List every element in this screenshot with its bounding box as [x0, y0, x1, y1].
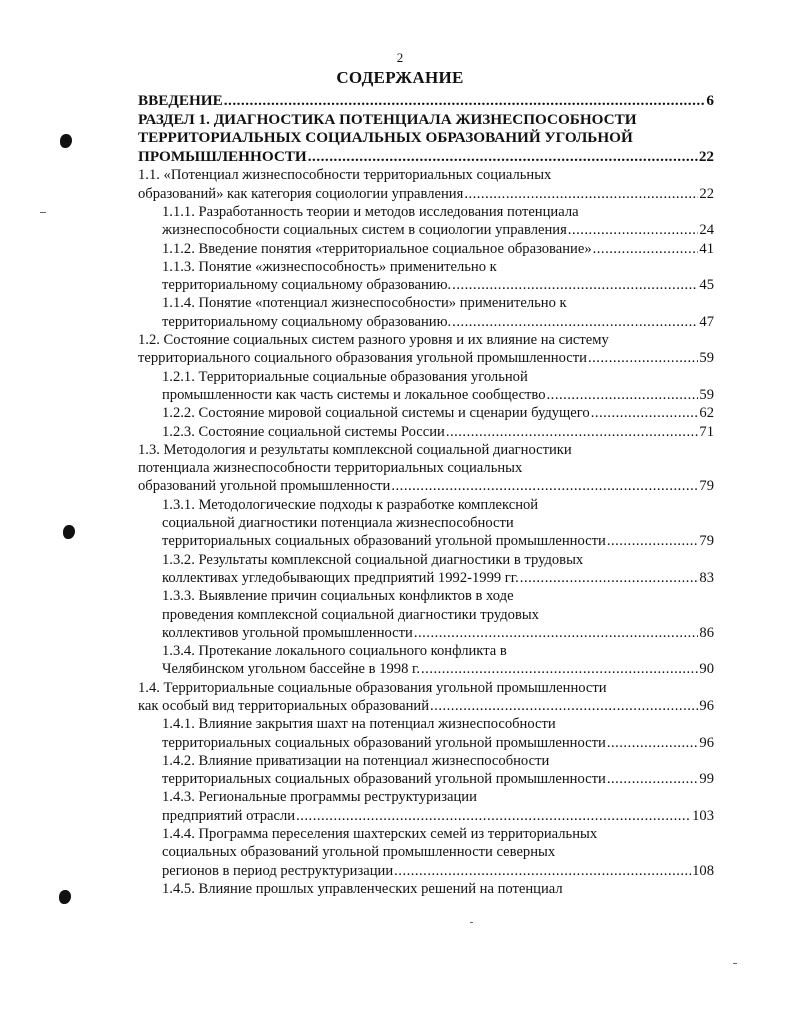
toc-page-number: 79 [699, 478, 714, 495]
toc-entry-line: социальной диагностики потенциала жизнеспособности [162, 515, 514, 532]
toc-page-number: 108 [692, 862, 714, 879]
dot-leader [421, 660, 698, 678]
toc-entry-line: 1.4.2. Влияние приватизации на потенциал жизнеспособности [162, 752, 550, 769]
toc-entry-line: ТЕРРИТОРИАЛЬНЫХ СОЦИАЛЬНЫХ ОБРАЗОВАНИЙ УГОЛЬНОЙ [138, 129, 633, 147]
toc-entry-last-line [162, 862, 714, 880]
toc-entry [138, 258, 714, 295]
table-of-contents [138, 92, 714, 898]
toc-entry-last-line [162, 660, 714, 678]
dot-leader [452, 313, 698, 331]
toc-entry-line: территориальных социальных образований угольной промышленности [162, 771, 606, 788]
page-number: 2 [396, 50, 404, 65]
toc-entry-line: ПРОМЫШЛЕННОСТИ [138, 147, 307, 165]
toc-entry-line: 1.4.4. Программа переселения шахтерских семей из территориальных [162, 826, 598, 843]
toc-entry [138, 294, 714, 331]
toc-entry-line: 1.3.2. Результаты комплексной социальной диагностики в трудовых [162, 551, 584, 568]
toc-entry-last-line [138, 185, 714, 203]
toc-entry [138, 331, 714, 368]
toc-entry-line: 1.4.1. Влияние закрытия шахт на потенциал жизнеспособности [162, 716, 556, 733]
toc-entry-line: промышленности как часть системы и локальное сообщество [162, 386, 546, 403]
dot-leader [588, 349, 698, 367]
toc-page-number: 45 [699, 277, 714, 294]
toc-entry-line: РАЗДЕЛ 1. ДИАГНОСТИКА ПОТЕНЦИАЛА ЖИЗНЕСПОСОБНОСТИ [138, 110, 637, 128]
toc-entry-line: 1.4.3. Региональные программы реструктуризации [162, 789, 477, 806]
toc-page-number: 99 [699, 771, 714, 788]
toc-entry-line: ВВЕДЕНИЕ [138, 92, 223, 109]
scan-speck [40, 212, 46, 213]
dot-leader [591, 404, 699, 422]
toc-entry-line: образований угольной промышленности [138, 478, 391, 495]
toc-entry-line: 1.3.1. Методологические подходы к разработке комплексной [162, 496, 539, 513]
toc-entry-last-line [162, 240, 714, 258]
toc-page-number: 90 [699, 661, 714, 678]
toc-entry [138, 203, 714, 240]
toc-page-number: 24 [699, 222, 714, 239]
toc-entry [138, 679, 714, 716]
dot-leader [224, 92, 706, 111]
ink-blot [60, 134, 72, 148]
page-title: СОДЕРЖАНИЕ [336, 68, 464, 87]
dot-leader [464, 185, 698, 203]
toc-entry-last-line [162, 313, 714, 331]
toc-entry-last-line [162, 276, 714, 294]
toc-entry [138, 404, 714, 422]
toc-entry [138, 368, 714, 405]
toc-entry-line: территориальных социальных образований угольной промышленности [162, 533, 606, 550]
toc-entry-last-line [138, 148, 714, 167]
toc-entry-last-line [162, 807, 714, 825]
toc-entry-line: 1.1.4. Понятие «потенциал жизнеспособности» применительно к [162, 295, 567, 312]
toc-entry-line: 1.2. Состояние социальных систем разного уровня и их влияние на систему [138, 332, 609, 349]
toc-entry [138, 715, 714, 752]
toc-entry [138, 551, 714, 588]
dot-leader [607, 734, 699, 752]
toc-entry-line: 1.4.5. Влияние прошлых управленческих решений на потенциал [162, 880, 563, 897]
toc-entry-line: социальных образований угольной промышленности северных [162, 844, 556, 861]
scan-speck [733, 963, 737, 964]
toc-page-number: 59 [699, 386, 714, 403]
toc-entry-line: проведения комплексной социальной диагностики трудовых [162, 606, 539, 623]
dot-leader [394, 862, 691, 880]
toc-entry-last-line [138, 349, 714, 367]
toc-page-number: 83 [699, 569, 714, 586]
toc-entry-line: 1.2.3. Состояние социальной системы России [162, 423, 445, 440]
dot-leader [547, 386, 699, 404]
toc-entry [138, 92, 714, 111]
dot-leader [607, 770, 699, 788]
toc-entry-line: 1.1.3. Понятие «жизнеспособность» применительно к [162, 258, 497, 275]
toc-entry-line: территориального социального образования угольной промышленности [138, 350, 587, 367]
toc-page-number: 103 [692, 807, 714, 824]
toc-entry [138, 240, 714, 258]
toc-page-number: 41 [699, 240, 714, 257]
toc-entry-line: образований» как категория социологии управления [138, 185, 464, 202]
toc-entry [138, 166, 714, 203]
toc-entry-line: как особый вид территориальных образований [138, 697, 430, 714]
toc-page-number: 71 [699, 423, 714, 440]
toc-entry [138, 441, 714, 496]
toc-entry-line: 1.3. Методология и результаты комплексной социальной диагностики [138, 441, 572, 458]
toc-entry-line: 1.4. Территориальные социальные образования угольной промышленности [138, 679, 607, 696]
toc-entry [138, 423, 714, 441]
ink-blot [59, 890, 71, 904]
toc-entry-line: 1.2.1. Территориальные социальные образования угольной [162, 368, 528, 385]
toc-page-number: 6 [706, 92, 714, 109]
dot-leader [520, 569, 699, 587]
dot-leader [607, 532, 699, 550]
toc-page-number: 96 [699, 734, 714, 751]
toc-entry-last-line [162, 532, 714, 550]
dot-leader [391, 477, 698, 495]
toc-entry-last-line [138, 477, 714, 495]
toc-entry-last-line [138, 697, 714, 715]
ink-blot [63, 525, 75, 539]
toc-entry-line: 1.1.1. Разработанность теории и методов исследования потенциала [162, 203, 579, 220]
toc-entry-last-line [162, 423, 714, 441]
toc-entry-line: 1.2.2. Состояние мировой социальной системы и сценарии будущего [162, 405, 590, 422]
dot-leader [593, 240, 699, 258]
toc-entry-line: коллективов угольной промышленности [162, 624, 413, 641]
toc-entry [138, 880, 714, 898]
toc-page-number: 59 [699, 350, 714, 367]
toc-entry-last-line [162, 569, 714, 587]
toc-entry-line: предприятий отрасли [162, 807, 296, 824]
toc-entry [138, 825, 714, 880]
toc-entry-last-line [162, 880, 714, 898]
toc-entry-line: потенциала жизнеспособности территориальных социальных [138, 460, 523, 477]
dot-leader [308, 148, 698, 167]
toc-entry-line: регионов в период реструктуризации [162, 862, 394, 879]
toc-entry-last-line [138, 92, 714, 111]
dot-leader [446, 423, 699, 441]
toc-page-number: 47 [699, 313, 714, 330]
toc-entry-line: 1.3.3. Выявление причин социальных конфликтов в ходе [162, 588, 514, 605]
toc-entry [138, 111, 714, 167]
toc-page-number: 96 [699, 697, 714, 714]
toc-entry [138, 642, 714, 679]
toc-entry [138, 496, 714, 551]
toc-entry-last-line [162, 404, 714, 422]
toc-entry [138, 788, 714, 825]
dot-leader [430, 697, 698, 715]
toc-entry-line: коллективах угледобывающих предприятий 1992-1999 гг. [162, 569, 519, 586]
scan-speck [470, 922, 473, 923]
toc-entry-line: 1.1.2. Введение понятия «территориальное социальное образование» [162, 240, 592, 257]
toc-entry-last-line [162, 734, 714, 752]
toc-entry-last-line [162, 386, 714, 404]
toc-entry-last-line [162, 221, 714, 239]
toc-entry [138, 587, 714, 642]
dot-leader [296, 807, 691, 825]
toc-entry-line: 1.1. «Потенциал жизнеспособности территориальных социальных [138, 167, 552, 184]
toc-entry-line: Челябинском угольном бассейне в 1998 г. [162, 661, 421, 678]
toc-entry-line: территориальных социальных образований угольной промышленности [162, 734, 606, 751]
toc-page-number: 22 [698, 147, 714, 165]
toc-page-number: 86 [699, 624, 714, 641]
toc-page-number: 62 [699, 405, 714, 422]
toc-entry-last-line [162, 770, 714, 788]
toc-entry-line: территориальному социальному образованию. [162, 313, 452, 330]
toc-page-number: 22 [699, 185, 714, 202]
toc-entry-last-line [162, 624, 714, 642]
toc-page-number: 79 [699, 533, 714, 550]
toc-entry-line: жизнеспособности социальных систем в социологии управления [162, 222, 567, 239]
toc-entry-line: территориальному социальному образованию. [162, 277, 452, 294]
dot-leader [414, 624, 699, 642]
dot-leader [568, 221, 699, 239]
toc-entry [138, 752, 714, 789]
dot-leader [452, 276, 698, 294]
toc-entry-line: 1.3.4. Протекание локального социального конфликта в [162, 643, 507, 660]
